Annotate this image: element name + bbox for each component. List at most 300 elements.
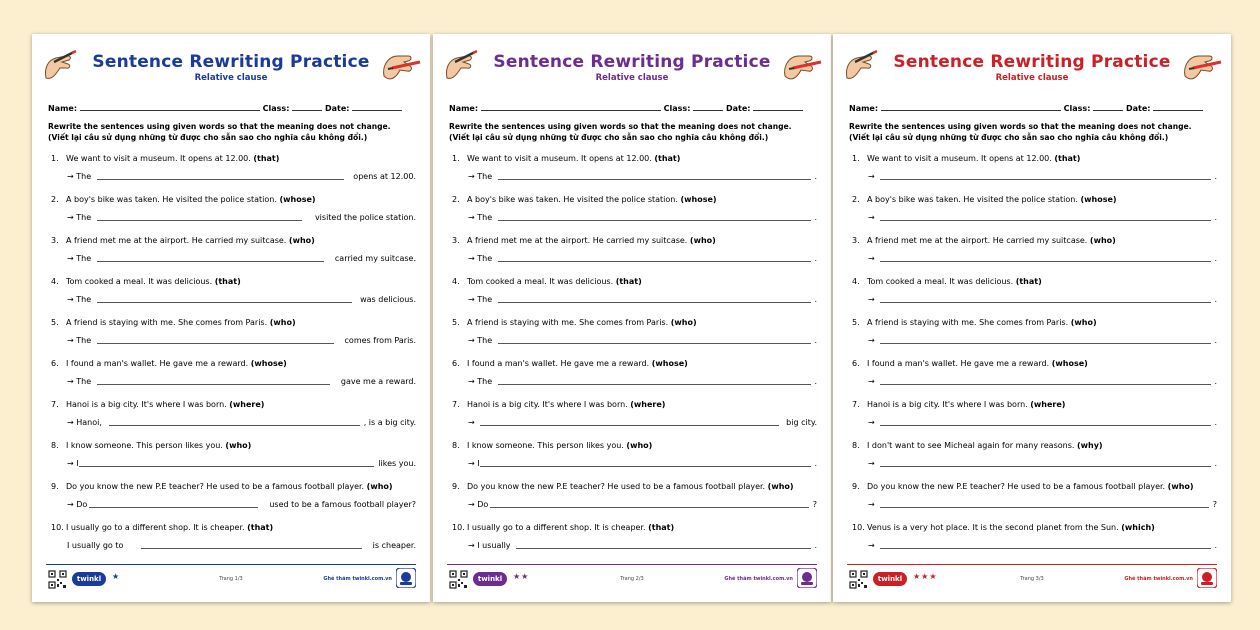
answer-line: [468, 335, 817, 345]
name-label: Name:: [449, 104, 479, 113]
keyword: (who): [288, 236, 315, 245]
keyword: (who): [689, 236, 716, 245]
question-number: 3.: [51, 236, 59, 245]
answer-suffix: likes you.: [378, 459, 416, 468]
worksheet-footer: [46, 564, 416, 591]
exercise-question: [852, 195, 1217, 204]
answer-blank[interactable]: [880, 261, 1211, 262]
exercise-item: [452, 195, 817, 222]
exercise-question: [452, 195, 817, 204]
question-number: 3.: [852, 236, 860, 245]
answer-line: [868, 458, 1217, 468]
name-label: Name:: [48, 104, 78, 113]
question-text: Hanoi is a big city. It's where I was born.: [867, 400, 1028, 409]
keyword: (which): [1121, 523, 1155, 532]
visit-link[interactable]: Ghé thăm twinkl.com.vn: [724, 576, 793, 582]
twinkl-logo: twinkl: [72, 572, 106, 586]
answer-suffix: .: [814, 295, 817, 304]
exercise-item: [852, 482, 1217, 509]
exercise-question: [452, 154, 817, 163]
instruction-vietnamese: (Viết lại câu sử dụng những từ được cho sẵn sao cho nghĩa câu không đổi.): [449, 133, 769, 142]
answer-line: [67, 458, 416, 468]
question-number: 2.: [51, 195, 59, 204]
exercise-question: [51, 400, 416, 409]
answer-line: [67, 294, 416, 304]
answer-suffix: carried my suitcase.: [334, 254, 416, 263]
name-label: Name:: [849, 104, 879, 113]
exercise-question: [51, 441, 416, 450]
question-number: 8.: [852, 441, 860, 450]
question-number: 10.: [51, 523, 64, 532]
student-info-line: [849, 102, 1215, 113]
question-number: 8.: [51, 441, 59, 450]
answer-blank[interactable]: [880, 302, 1211, 303]
exercise-item: [452, 523, 817, 550]
exercise-item: [51, 400, 416, 427]
answer-blank[interactable]: [89, 507, 258, 508]
worksheet-subtitle: Relative clause: [194, 73, 268, 83]
question-text: Tom cooked a meal. It was delicious.: [867, 277, 1014, 286]
answer-line: [67, 253, 416, 263]
exercise-item: [51, 154, 416, 181]
worksheet-title: Sentence Rewriting Practice: [493, 52, 771, 72]
exercise-question: [51, 195, 416, 204]
keyword: (whose): [680, 195, 717, 204]
answer-prefix: → The: [468, 213, 493, 222]
exercise-question: [452, 482, 817, 491]
answer-suffix: .: [1214, 418, 1217, 427]
answer-line: [868, 253, 1217, 263]
twinkl-badge-icon: [1197, 568, 1217, 588]
answer-prefix: →: [868, 377, 875, 386]
keyword: (where): [630, 400, 666, 409]
keyword: (that): [654, 154, 681, 163]
worksheet-2: [433, 34, 831, 602]
exercise-item: [852, 523, 1217, 550]
exercise-question: [852, 441, 1217, 450]
answer-prefix: → The: [67, 213, 92, 222]
question-text: I usually go to a different shop. It is cheaper.: [467, 523, 646, 532]
question-text: I don't want to see Micheal again for many reasons.: [867, 441, 1075, 450]
worksheet-subtitle: Relative clause: [595, 73, 669, 83]
exercise-item: [852, 359, 1217, 386]
page-number: Trang 2/3: [620, 576, 644, 582]
question-number: 10.: [852, 523, 865, 532]
answer-suffix: .: [814, 377, 817, 386]
answer-suffix: .: [814, 459, 817, 468]
exercise-question: [852, 154, 1217, 163]
exercise-question: [51, 482, 416, 491]
date-field[interactable]: [352, 102, 402, 111]
class-field[interactable]: [693, 102, 723, 111]
exercise-item: [852, 154, 1217, 181]
answer-blank[interactable]: [97, 302, 352, 303]
question-text: A boy's bike was taken. He visited the police station.: [66, 195, 277, 204]
keyword: (whose): [1080, 195, 1117, 204]
keyword: (why): [1076, 441, 1103, 450]
keyword: (that): [1015, 277, 1042, 286]
answer-blank[interactable]: [480, 466, 811, 467]
exercise-item: [852, 277, 1217, 304]
answer-blank[interactable]: [498, 220, 811, 221]
keyword: (who): [1070, 318, 1097, 327]
student-info-line: [449, 102, 815, 113]
answer-line: [468, 294, 817, 304]
worksheet-title: Sentence Rewriting Practice: [92, 52, 370, 72]
exercise-question: [852, 236, 1217, 245]
answer-suffix: was delicious.: [360, 295, 416, 304]
question-text: I know someone. This person likes you.: [66, 441, 223, 450]
answer-line: [468, 376, 817, 386]
answer-suffix: is cheaper.: [372, 541, 416, 550]
answer-blank[interactable]: [141, 548, 362, 549]
answer-suffix: .: [1214, 459, 1217, 468]
answer-suffix: .: [814, 213, 817, 222]
answer-blank[interactable]: [490, 507, 809, 508]
exercise-item: [852, 441, 1217, 468]
worksheet-subtitle: Relative clause: [995, 73, 1069, 83]
exercise-item: [51, 277, 416, 304]
answer-prefix: → The: [67, 336, 92, 345]
question-number: 6.: [51, 359, 59, 368]
question-number: 6.: [452, 359, 460, 368]
answer-suffix: opens at 12.00.: [353, 172, 416, 181]
visit-link[interactable]: Ghé thăm twinkl.com.vn: [323, 576, 392, 582]
answer-suffix: .: [814, 541, 817, 550]
exercise-question: [51, 523, 416, 532]
worksheet-3: [833, 34, 1231, 602]
page-number: Trang 1/3: [219, 576, 243, 582]
exercise-item: [51, 318, 416, 345]
answer-line: [468, 458, 817, 468]
question-number: 3.: [452, 236, 460, 245]
answer-prefix: → I usually: [468, 541, 511, 550]
instruction-english: Rewrite the sentences using given words so that the meaning does not change.: [449, 122, 792, 131]
name-field[interactable]: [80, 102, 260, 111]
question-text: I found a man's wallet. He gave me a reward.: [66, 359, 249, 368]
answer-blank[interactable]: [498, 384, 811, 385]
answer-suffix: , is a big city.: [363, 418, 416, 427]
answer-blank[interactable]: [79, 466, 374, 467]
exercise-item: [51, 195, 416, 222]
exercise-question: [852, 523, 1217, 532]
answer-prefix: → The: [468, 377, 493, 386]
difficulty-stars: ★: [112, 572, 121, 581]
date-label: Date:: [324, 104, 350, 113]
worksheet-footer: [447, 564, 817, 591]
twinkl-badge-icon: [797, 568, 817, 588]
exercise-item: [852, 400, 1217, 427]
question-text: We want to visit a museum. It opens at 12.00.: [467, 154, 652, 163]
answer-line: [67, 171, 416, 181]
answer-line: [868, 171, 1217, 181]
exercise-question: [852, 359, 1217, 368]
question-text: I usually go to a different shop. It is cheaper.: [66, 523, 245, 532]
difficulty-stars: ★★: [513, 572, 530, 581]
worksheet-header: [32, 34, 430, 92]
exercise-item: [452, 482, 817, 509]
keyword: (that): [648, 523, 675, 532]
worksheet-footer: [847, 564, 1217, 591]
worksheet-1: [32, 34, 430, 602]
keyword: (who): [269, 318, 296, 327]
question-number: 9.: [51, 482, 59, 491]
answer-suffix: used to be a famous football player?: [269, 500, 416, 509]
exercise-item: [852, 195, 1217, 222]
answer-line: [468, 499, 817, 509]
exercise-item: [452, 400, 817, 427]
answer-line: [468, 540, 817, 550]
question-text: Do you know the new P.E teacher? He used to be a famous football player.: [66, 482, 365, 491]
exercise-question: [852, 400, 1217, 409]
keyword: (whose): [1051, 359, 1088, 368]
question-number: 9.: [852, 482, 860, 491]
answer-line: [868, 335, 1217, 345]
question-text: Do you know the new P.E teacher? He used to be a famous football player.: [867, 482, 1166, 491]
question-number: 4.: [51, 277, 59, 286]
exercise-question: [51, 277, 416, 286]
answer-blank[interactable]: [97, 220, 302, 221]
answer-blank[interactable]: [498, 343, 811, 344]
class-field[interactable]: [1093, 102, 1123, 111]
answer-prefix: →: [868, 500, 875, 509]
answer-blank[interactable]: [97, 179, 344, 180]
instructions: [48, 121, 422, 143]
answer-suffix: .: [1214, 254, 1217, 263]
exercise-question: [51, 318, 416, 327]
exercise-question: [51, 154, 416, 163]
exercise-question: [452, 400, 817, 409]
exercise-item: [452, 318, 817, 345]
answer-prefix: → Do: [67, 500, 88, 509]
date-label: Date:: [725, 104, 751, 113]
keyword: (that): [1054, 154, 1081, 163]
instruction-english: Rewrite the sentences using given words so that the meaning does not change.: [849, 122, 1192, 131]
answer-prefix: I usually go to: [67, 541, 124, 550]
answer-prefix: →: [868, 336, 875, 345]
question-text: Tom cooked a meal. It was delicious.: [467, 277, 614, 286]
answer-blank[interactable]: [97, 261, 324, 262]
answer-suffix: .: [814, 172, 817, 181]
question-number: 4.: [852, 277, 860, 286]
question-number: 4.: [452, 277, 460, 286]
exercise-item: [452, 441, 817, 468]
exercise-question: [51, 359, 416, 368]
answer-suffix: ?: [812, 500, 817, 509]
answer-blank[interactable]: [880, 343, 1211, 344]
answer-prefix: →: [868, 459, 875, 468]
answer-prefix: →: [868, 213, 875, 222]
hand-pencil-icon: [779, 48, 823, 90]
question-text: A friend met me at the airport. He carried my suitcase.: [467, 236, 688, 245]
question-number: 5.: [452, 318, 460, 327]
twinkl-logo: twinkl: [473, 572, 507, 586]
answer-prefix: → The: [67, 295, 92, 304]
keyword: (where): [229, 400, 265, 409]
question-text: We want to visit a museum. It opens at 12.00.: [66, 154, 251, 163]
question-text: Venus is a very hot place. It is the second planet from the Sun.: [867, 523, 1119, 532]
exercise-question: [51, 236, 416, 245]
keyword: (that): [615, 277, 642, 286]
question-number: 6.: [852, 359, 860, 368]
instruction-vietnamese: (Viết lại câu sử dụng những từ được cho sẵn sao cho nghĩa câu không đổi.): [849, 133, 1169, 142]
keyword: (who): [626, 441, 653, 450]
answer-blank[interactable]: [516, 548, 811, 549]
answer-suffix: comes from Paris.: [344, 336, 416, 345]
question-number: 2.: [852, 195, 860, 204]
answer-blank[interactable]: [880, 466, 1211, 467]
question-text: Tom cooked a meal. It was delicious.: [66, 277, 213, 286]
keyword: (who): [1167, 482, 1194, 491]
page-number: Trang 3/3: [1020, 576, 1044, 582]
answer-blank[interactable]: [498, 261, 811, 262]
question-text: A friend met me at the airport. He carried my suitcase.: [66, 236, 287, 245]
exercise-question: [852, 277, 1217, 286]
answer-line: [868, 417, 1217, 427]
worksheet-header: [833, 34, 1231, 92]
worksheet-title: Sentence Rewriting Practice: [893, 52, 1171, 72]
question-number: 5.: [852, 318, 860, 327]
answer-suffix: .: [1214, 295, 1217, 304]
answer-prefix: → I: [468, 459, 480, 468]
name-field[interactable]: [481, 102, 661, 111]
keyword: (whose): [279, 195, 316, 204]
instructions: [849, 121, 1223, 143]
student-info-line: [48, 102, 414, 113]
exercise-item: [852, 318, 1217, 345]
name-field[interactable]: [881, 102, 1061, 111]
answer-blank[interactable]: [880, 507, 1209, 508]
instruction-vietnamese: (Viết lại câu sử dụng những từ được cho sẵn sao cho nghĩa câu không đổi.): [48, 133, 368, 142]
keyword: (that): [253, 154, 280, 163]
exercise-question: [452, 523, 817, 532]
answer-blank[interactable]: [880, 384, 1211, 385]
question-number: 9.: [452, 482, 460, 491]
class-field[interactable]: [292, 102, 322, 111]
twinkl-logo: twinkl: [873, 572, 907, 586]
answer-suffix: visited the police station.: [314, 213, 416, 222]
difficulty-stars: ★★★: [913, 572, 938, 581]
question-number: 1.: [852, 154, 860, 163]
exercise-item: [452, 359, 817, 386]
answer-blank[interactable]: [880, 425, 1211, 426]
question-text: Hanoi is a big city. It's where I was born.: [66, 400, 227, 409]
answer-line: [468, 417, 817, 427]
answer-prefix: →: [868, 254, 875, 263]
answer-suffix: .: [1214, 172, 1217, 181]
question-number: 5.: [51, 318, 59, 327]
answer-prefix: → The: [468, 295, 493, 304]
exercise-item: [852, 236, 1217, 263]
keyword: (who): [670, 318, 697, 327]
answer-suffix: .: [814, 254, 817, 263]
answer-prefix: → Do: [468, 500, 489, 509]
class-label: Class:: [262, 104, 290, 113]
question-text: I found a man's wallet. He gave me a reward.: [467, 359, 650, 368]
question-text: Hanoi is a big city. It's where I was born.: [467, 400, 628, 409]
keyword: (whose): [651, 359, 688, 368]
answer-prefix: → The: [67, 254, 92, 263]
answer-prefix: →: [868, 295, 875, 304]
hand-pencil-icon: [1179, 48, 1223, 90]
answer-line: [868, 212, 1217, 222]
answer-line: [868, 294, 1217, 304]
answer-blank[interactable]: [97, 384, 330, 385]
question-text: I found a man's wallet. He gave me a reward.: [867, 359, 1050, 368]
exercise-question: [452, 318, 817, 327]
answer-prefix: → The: [67, 377, 92, 386]
answer-line: [868, 376, 1217, 386]
keyword: (who): [767, 482, 794, 491]
visit-link[interactable]: Ghé thăm twinkl.com.vn: [1124, 576, 1193, 582]
exercise-question: [452, 441, 817, 450]
answer-suffix: .: [1214, 213, 1217, 222]
answer-blank[interactable]: [880, 548, 1211, 549]
answer-blank[interactable]: [498, 302, 811, 303]
instructions: [449, 121, 823, 143]
date-field[interactable]: [1153, 102, 1203, 111]
question-text: Do you know the new P.E teacher? He used to be a famous football player.: [467, 482, 766, 491]
question-number: 7.: [452, 400, 460, 409]
keyword: (where): [1030, 400, 1066, 409]
question-text: A friend is staying with me. She comes from Paris.: [467, 318, 669, 327]
keyword: (who): [366, 482, 393, 491]
question-text: A friend is staying with me. She comes from Paris.: [66, 318, 268, 327]
answer-blank[interactable]: [480, 425, 779, 426]
keyword: (that): [247, 523, 274, 532]
answer-blank[interactable]: [97, 343, 334, 344]
answer-blank[interactable]: [109, 425, 360, 426]
answer-line: [868, 540, 1217, 550]
question-text: A friend met me at the airport. He carried my suitcase.: [867, 236, 1088, 245]
question-text: A friend is staying with me. She comes from Paris.: [867, 318, 1069, 327]
question-number: 8.: [452, 441, 460, 450]
answer-suffix: .: [1214, 541, 1217, 550]
exercise-question: [452, 359, 817, 368]
answer-blank[interactable]: [498, 179, 811, 180]
keyword: (who): [1089, 236, 1116, 245]
answer-prefix: → I: [67, 459, 79, 468]
question-number: 7.: [852, 400, 860, 409]
exercise-item: [452, 236, 817, 263]
answer-blank[interactable]: [880, 220, 1211, 221]
question-number: 7.: [51, 400, 59, 409]
answer-line: [67, 540, 416, 550]
answer-prefix: → The: [468, 254, 493, 263]
exercise-item: [452, 154, 817, 181]
worksheet-header: [433, 34, 831, 92]
exercise-item: [51, 482, 416, 509]
answer-blank[interactable]: [880, 179, 1211, 180]
answer-line: [67, 499, 416, 509]
exercise-item: [51, 359, 416, 386]
question-number: 10.: [452, 523, 465, 532]
exercise-question: [452, 236, 817, 245]
answer-suffix: ?: [1212, 500, 1217, 509]
answer-prefix: →: [868, 172, 875, 181]
question-number: 1.: [51, 154, 59, 163]
answer-line: [67, 417, 416, 427]
answer-suffix: .: [1214, 336, 1217, 345]
answer-prefix: → The: [468, 172, 493, 181]
question-text: A boy's bike was taken. He visited the police station.: [867, 195, 1078, 204]
date-field[interactable]: [753, 102, 803, 111]
instruction-english: Rewrite the sentences using given words so that the meaning does not change.: [48, 122, 391, 131]
exercise-item: [51, 236, 416, 263]
answer-suffix: gave me a reward.: [340, 377, 416, 386]
answer-prefix: →: [468, 418, 475, 427]
answer-line: [468, 171, 817, 181]
